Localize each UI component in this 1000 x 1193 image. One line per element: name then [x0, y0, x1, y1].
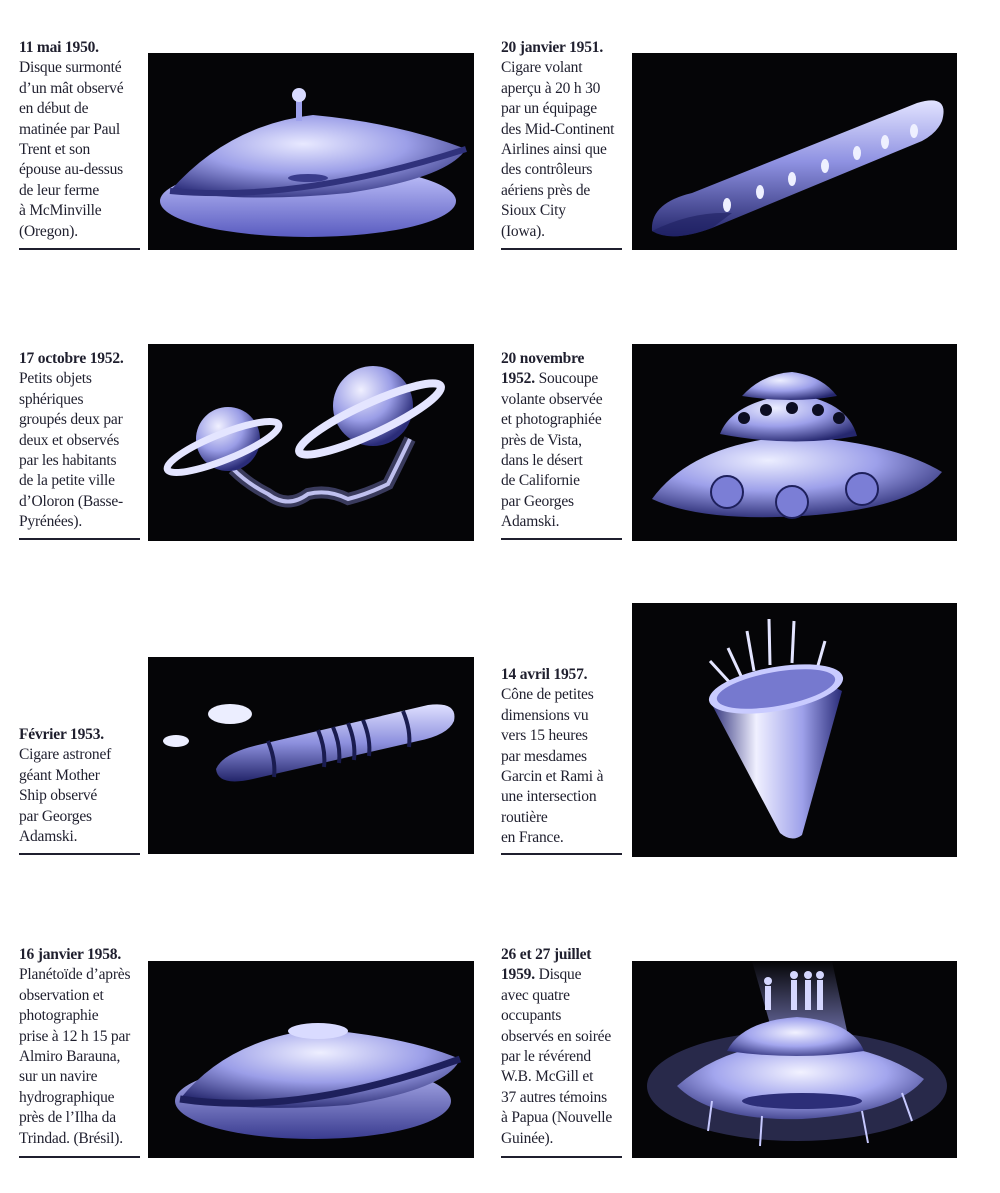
entry-date: 1952.	[501, 370, 535, 388]
caption-line: par Georges	[19, 807, 92, 825]
caption-line: avec quatre	[501, 986, 570, 1004]
entry-date: 14 avril 1957.	[501, 666, 588, 683]
caption-line: Cigare astronef	[19, 746, 112, 764]
entry-date: 26 et 27 juillet	[501, 946, 592, 963]
disc-with-mast-illustration	[148, 53, 474, 250]
caption-line: hydrographique	[19, 1088, 115, 1106]
entry-date: 11 mai 1950.	[19, 39, 99, 56]
caption-line: géant Mother	[19, 766, 100, 784]
caption-line: sphériques	[19, 390, 84, 408]
caption-line: à Papua (Nouvelle	[501, 1109, 613, 1127]
caption-line: photographie	[19, 1007, 99, 1025]
caption-line: et photographiée	[501, 411, 602, 429]
entry-date: 17 octobre 1952.	[19, 350, 124, 367]
caption-line: prise à 12 h 15 par	[19, 1027, 131, 1045]
caption-line: vers 15 heures	[501, 727, 588, 745]
caption-line: Guinée).	[501, 1129, 554, 1147]
caption-line: par mesdames	[501, 747, 587, 765]
caption-line: (Iowa).	[501, 222, 545, 240]
caption	[501, 945, 626, 1149]
caption-rule	[501, 853, 622, 855]
caption-rule	[501, 1156, 622, 1158]
caption-line: Disque	[538, 966, 582, 984]
caption-rule	[19, 538, 140, 540]
caption	[19, 349, 144, 533]
caption-rule	[19, 1156, 140, 1158]
caption-rule	[19, 853, 140, 855]
caption-line: occupants	[501, 1007, 562, 1025]
caption-line: Adamski.	[501, 513, 560, 531]
caption-line: observation et	[19, 986, 104, 1004]
caption-line: observés en soirée	[501, 1027, 612, 1045]
caption-line: Almiro Barauna,	[19, 1048, 121, 1066]
cone-illustration	[632, 603, 957, 857]
caption	[19, 725, 144, 847]
caption-line: matinée par Paul	[19, 120, 120, 138]
disc-with-occupants-illustration	[632, 961, 957, 1158]
caption-line: Petits objets	[19, 370, 92, 388]
caption-line: dimensions vu	[501, 706, 589, 724]
caption-line: une intersection	[501, 788, 597, 806]
mother-ship-cigar-illustration	[148, 657, 474, 854]
caption-line: de la petite ville	[19, 472, 115, 490]
caption-line: Airlines ainsi que	[501, 141, 607, 159]
caption-line: épouse au-dessus	[19, 161, 123, 179]
caption-rule	[19, 248, 140, 250]
caption-line: aperçu à 20 h 30	[501, 79, 601, 97]
caption-line: aériens près de	[501, 181, 591, 199]
caption	[501, 349, 626, 533]
caption-line: Sioux City	[501, 202, 566, 220]
caption-line: Trent et son	[19, 141, 91, 159]
caption-line: Disque surmonté	[19, 59, 122, 77]
caption-line: Soucoupe	[538, 370, 599, 388]
caption-line: près de Vista,	[501, 431, 582, 449]
caption-line: Adamski.	[19, 828, 78, 846]
caption-line: de leur ferme	[19, 181, 100, 199]
caption	[19, 945, 144, 1149]
caption-line: des contrôleurs	[501, 161, 593, 179]
entry-date: Février 1953.	[19, 726, 104, 743]
caption-line: d’un mât observé	[19, 79, 124, 97]
flying-cigar-illustration	[632, 53, 957, 250]
caption-line: (Oregon).	[19, 222, 78, 240]
caption-line: de Californie	[501, 472, 580, 490]
caption-line: Cigare volant	[501, 59, 583, 77]
caption-line: routière	[501, 808, 548, 826]
caption-line: à McMinville	[19, 202, 102, 220]
caption-line: Trindad. (Brésil).	[19, 1129, 123, 1147]
caption-line: volante observée	[501, 390, 603, 408]
caption-line: Garcin et Rami à	[501, 768, 604, 786]
caption-line: 37 autres témoins	[501, 1088, 607, 1106]
caption-line: Planétoïde d’après	[19, 966, 131, 984]
caption-line: en début de	[19, 100, 89, 118]
caption-line: deux et observés	[19, 431, 120, 449]
caption-line: dans le désert	[501, 452, 583, 470]
planetoid-disc-illustration	[148, 961, 474, 1158]
caption-rule	[501, 538, 622, 540]
entry-date: 1959.	[501, 966, 535, 984]
caption-line: par un équipage	[501, 100, 597, 118]
caption	[19, 38, 144, 242]
caption	[501, 665, 626, 849]
caption-rule	[501, 248, 622, 250]
caption	[501, 38, 626, 242]
caption-line: par les habitants	[19, 452, 117, 470]
caption-line: en France.	[501, 829, 564, 847]
spheres-pair-illustration	[148, 344, 474, 541]
caption-line: d’Oloron (Basse-	[19, 492, 123, 510]
caption-line: par le révérend	[501, 1048, 591, 1066]
caption-line: groupés deux par	[19, 411, 123, 429]
entry-date: 20 novembre	[501, 350, 585, 367]
caption-line: W.B. McGill et	[501, 1068, 594, 1086]
caption-line: Cône de petites	[501, 686, 594, 704]
caption-line: près de l’Ilha da	[19, 1109, 116, 1127]
entry-date: 20 janvier 1951.	[501, 39, 603, 56]
caption-line: des Mid-Continent	[501, 120, 615, 138]
adamski-saucer-illustration	[632, 344, 957, 541]
caption-line: Pyrénées).	[19, 513, 82, 531]
caption-line: sur un navire	[19, 1068, 98, 1086]
caption-line: Ship observé	[19, 787, 98, 805]
caption-line: par Georges	[501, 492, 574, 510]
entry-date: 16 janvier 1958.	[19, 946, 121, 963]
